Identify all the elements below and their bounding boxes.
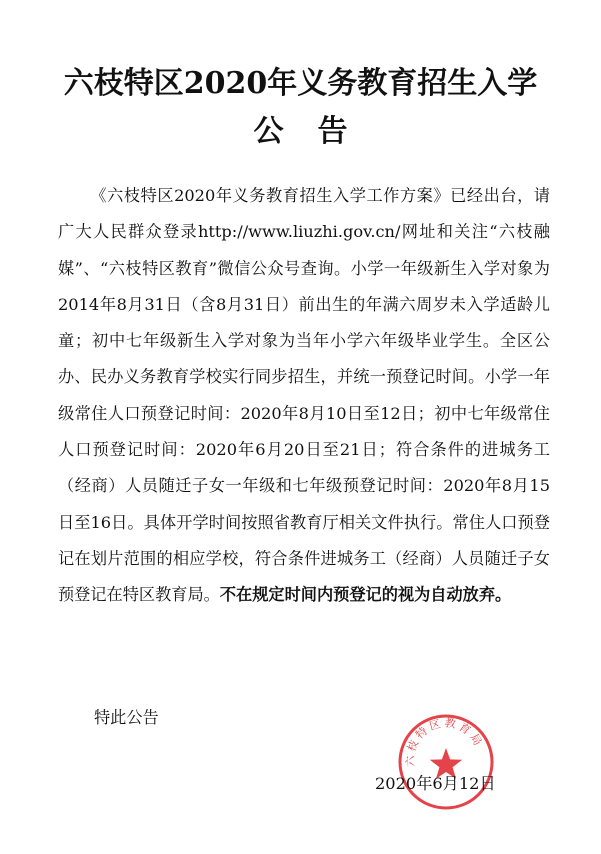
closing-remark: 特此公告 <box>94 708 159 727</box>
notice-date: 2020年6月12日 <box>375 774 496 793</box>
notice-body-text: 《六枝特区2020年义务教育招生入学工作方案》已经出台，请广大人民群众登录http://www.liuzhi.gov.cn/网址和关注“六枝融媒”、“六枝特区教育”微信公众号查询。小学一年级新生入学对象为2014年8月31日（含8月31日）前出生的年满六周岁未入学适龄儿童；初中七年级新生入学对象为当年小学六年级毕业学生。全区公办、民办义务教育学校实行同步招生，并统一预登记时间。小学一年级常住人口预登记时间：2020年8月10日至12日；初中七年级常住人口预登记时间：2020年6月20日至21日；符合条件的进城务工（经商）人员随迁子女一年级和七年级预登记时间：2020年8月15日至16日。具体开学时间按照省教育厅相关文件执行。常住人口预登记在划片范围的相应学校，符合条件进城务工（经商）人员随迁子女预登记在特区教育局。 <box>58 186 550 605</box>
notice-title: 六枝特区2020年义务教育招生入学 <box>63 66 538 101</box>
notice-title-announcement: 公告 <box>253 114 382 149</box>
seal-text: 六枝特区教育局 <box>403 716 486 767</box>
notice-body-emphasis: 不在规定时间内预登记的视为自动放弃。 <box>219 585 512 605</box>
notice-body <box>58 178 550 614</box>
official-seal-stamp <box>396 712 496 812</box>
